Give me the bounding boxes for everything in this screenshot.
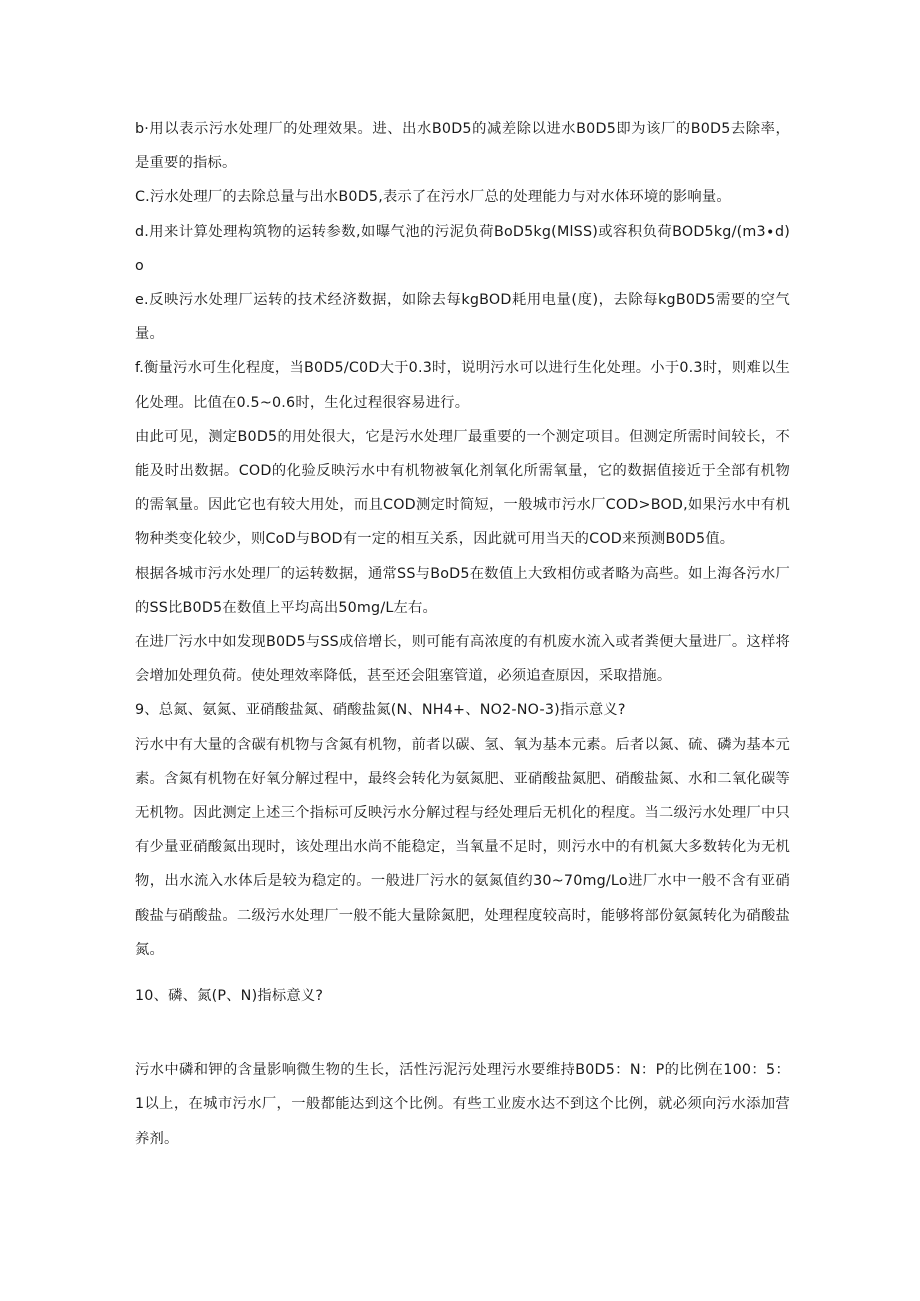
paragraph-d: d.用来计算处理构筑物的运转参数,如曝气池的污泥负荷BoD5kg(MlSS)或容积负荷BOD5kg∕(m3∙d)o bbox=[135, 223, 790, 274]
section-heading-9: 9、总氮、氨氮、亚硝酸盐氮、硝酸盐氮(N、NH4+、NO2-NO-3)指示意义? bbox=[135, 702, 626, 719]
paragraph-phosphorus: 污水中磷和钾的含量影响微生物的生长，活性污泥污处理污水要维持B0D5：N：P的比例在100：5：1以上，在城市污水厂，一般都能达到这个比例。有些工业废水达不到这个比例，就必须向污水添加营养剂。 bbox=[135, 1062, 790, 1147]
paragraph-ss-bod: 根据各城市污水处理厂的运转数据，通常SS与BoD5在数值上大致相仿或者略为高些。如上海各污水厂的SS比B0D5在数值上平均高出50mg∕L左右。 bbox=[135, 565, 790, 616]
section-heading-10: 10、磷、氮(P、N)指标意义? bbox=[135, 988, 324, 1005]
paragraph-nitrogen: 污水中有大量的含碳有机物与含氮有机物，前者以碳、氢、氧为基本元素。后者以氮、硫、磷为基本元素。含氮有机物在好氧分解过程中，最终会转化为氨氮肥、亚硝酸盐氮肥、硝酸盐氮、水和二氧化碳等无机物。因此测定上述三个指标可反映污水分解过程与经处理后无机化的程度。当二级污水处理厂中只有少量亚硝酸氮出现时，该处理出水尚不能稳定，当氧量不足时，则污水中的有机氮大多数转化为无机物，出水流入水体后是较为稳定的。一般进厂污水的氨氮值约30~70mg∕Lo进厂水中一般不含有亚硝酸盐与硝酸盐。二级污水处理厂一般不能大量除氮肥，处理程度较高时，能够将部份氨氮转化为硝酸盐氮。 bbox=[135, 736, 790, 958]
paragraph-c: C.污水处理厂的去除总量与出水B0D5,表示了在污水厂总的处理能力与对水体环境的影响量。 bbox=[135, 189, 731, 206]
paragraph-influent-warning: 在进厂污水中如发现B0D5与SS成倍增长，则可能有高浓度的有机废水流入或者粪便大量进厂。这样将会增加处理负荷。使处理效率降低，甚至还会阻塞管道，必须追查原因，采取措施。 bbox=[135, 634, 790, 685]
paragraph-e: e.反映污水处理厂运转的技术经济数据，如除去每kgBOD耗用电量(度)，去除每kgB0D5需要的空气量。 bbox=[135, 292, 790, 343]
paragraph-b: b·用以表示污水处理厂的处理效果。进、出水B0D5的减差除以进水B0D5即为该厂的B0D5去除率，是重要的指标。 bbox=[135, 121, 790, 172]
paragraph-bod-summary: 由此可见，测定B0D5的用处很大，它是污水处理厂最重要的一个测定项目。但测定所需时间较长，不能及时出数据。COD的化验反映污水中有机物被氧化剂氧化所需氧量，它的数据值接近于全部有机物的需氧量。因此它也有较大用处，而且COD测定时简短，一般城市污水厂COD>BOD,如果污水中有机物种类变化较少，则CoD与BOD有一定的相互关系，因此就可用当天的COD来预测B0D5值。 bbox=[135, 428, 790, 548]
paragraph-f: f.衡量污水可生化程度，当B0D5/C0D大于0.3时，说明污水可以进行生化处理。小于0.3时，则难以生化处理。比值在0.5~0.6时，生化过程很容易进行。 bbox=[135, 360, 790, 411]
document-page bbox=[135, 112, 790, 1156]
